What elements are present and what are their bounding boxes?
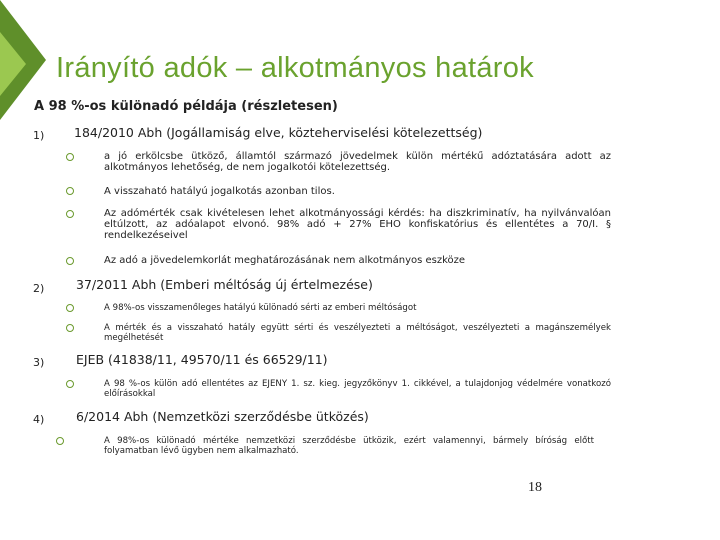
bullet-icon <box>66 153 74 161</box>
section-number: 1) <box>33 129 45 142</box>
bullet-icon <box>66 380 74 388</box>
page-number: 18 <box>528 480 542 495</box>
bullet-text: a jó erkölcsbe ütköző, államtól származó jövedelmek külön mértékű adóztatására adott az alkotmányos lehetőség, de nem jogalkotói kötelezettség. <box>104 151 611 173</box>
bullet-icon <box>66 210 74 218</box>
section-heading: EJEB (41838/11, 49570/11 és 66529/11) <box>76 352 328 367</box>
slide-title: Irányító adók – alkotmányos határok <box>56 52 534 84</box>
slide-subtitle: A 98 %-os különadó példája (részletesen) <box>34 99 338 114</box>
bullet-text: A visszaható hatályú jogalkotás azonban tilos. <box>104 186 335 197</box>
bullet-icon <box>66 324 74 332</box>
bullet-text: A 98 %-os külön adó ellentétes az EJENY 1. sz. kieg. jegyzőkönyv 1. cikkével, a tulajdonjog védelmére vonatkozó előírásokkal <box>104 379 611 399</box>
decor-triangle-light <box>0 32 26 96</box>
section-number: 2) <box>33 282 45 295</box>
bullet-icon <box>66 187 74 195</box>
bullet-text: A 98%-os visszamenőleges hatályú különadó sérti az emberi méltóságot <box>104 303 417 313</box>
section-number: 4) <box>33 413 45 426</box>
bullet-icon <box>56 437 64 445</box>
bullet-text: A mérték és a visszaható hatály együtt sérti és veszélyezteti a méltóságot, veszélyezteti a magánszemélyek megélhetését <box>104 323 611 343</box>
bullet-text: Az adómérték csak kivételesen lehet alkotmányossági kérdés: ha diszkriminatív, ha nyilvánvalóan eltúlzott, az adóalapot elvonó. 98% adó + 27% EHO konfiskatórius és ellentétes a 70/I. § rendelkezéseivel <box>104 208 611 241</box>
bullet-text: A 98%-os különadó mértéke nemzetközi szerződésbe ütközik, ezért valamennyi, bármely bíróság előtt folyamatban lévő ügyben nem alkalmazható. <box>104 436 594 456</box>
bullet-text: Az adó a jövedelemkorlát meghatározásának nem alkotmányos eszköze <box>104 255 466 266</box>
section-number: 3) <box>33 356 45 369</box>
bullet-icon <box>66 304 74 312</box>
section-heading: 37/2011 Abh (Emberi méltóság új értelmezése) <box>76 277 373 292</box>
section-heading: 6/2014 Abh (Nemzetközi szerződésbe ütközés) <box>76 409 369 424</box>
section-heading: 184/2010 Abh (Jogállamiság elve, közteherviselési kötelezettség) <box>74 125 483 140</box>
bullet-icon <box>66 257 74 265</box>
